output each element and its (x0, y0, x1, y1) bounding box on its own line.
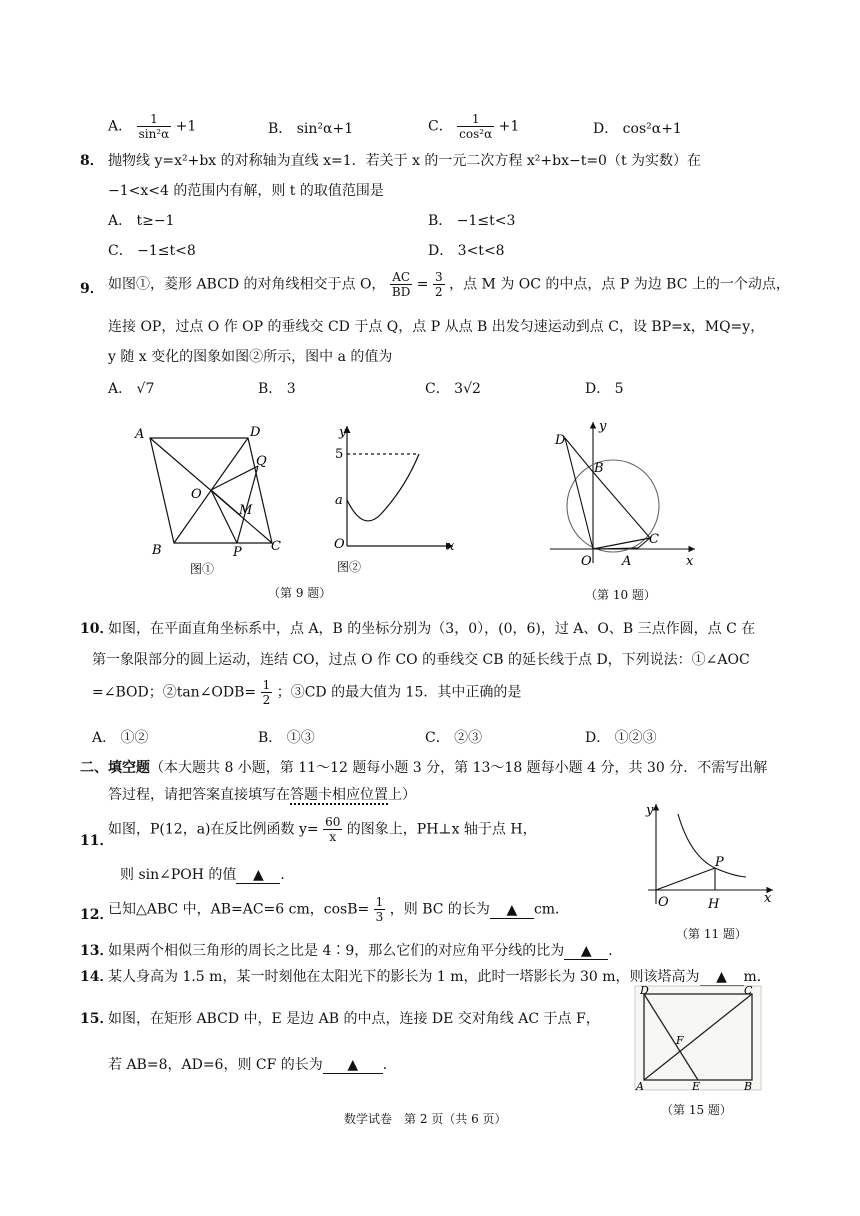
axis-y-label: y (339, 425, 347, 440)
q10-figure-caption: （第 10 题） (585, 588, 656, 602)
q10-text-line1: 如图，在平面直角坐标系中，点 A，B 的坐标分别为（3，0），(0，6)，过 A、O、B 三点作圆，点 C 在 (108, 621, 756, 637)
label-H: H (708, 897, 720, 912)
q9-option-c: C． 3√2 (425, 381, 481, 397)
q10-number: 10． (80, 621, 114, 637)
label-B: B (594, 461, 604, 476)
figure-1-rhombus (125, 420, 295, 580)
axis-x-label: x (447, 539, 455, 554)
q10-option-c: C． ②③ (425, 730, 483, 746)
q11-text-line2: 则 sin∠POH 的值 ▲ ． (120, 867, 295, 883)
q15-text-line1: 如图，在矩形 ABCD 中，E 是边 AB 的中点，连接 DE 交对角线 AC 于点 F， (108, 1011, 600, 1027)
label-C: C (649, 532, 659, 547)
label-P: P (715, 855, 724, 870)
label-P: P (233, 545, 242, 560)
answer-blank: ▲ (323, 1057, 383, 1074)
answer-blank: ▲ (564, 943, 608, 960)
q8-number: 8． (80, 153, 104, 169)
q9-text-line3: y 随 x 变化的图象如图②所示，图中 a 的值为 (108, 349, 393, 365)
q15-figure-caption: （第 15 题） (661, 1103, 732, 1117)
q8-text-line2: −1<x<4 的范围内有解，则 t 的取值范围是 (108, 183, 384, 199)
label-M: M (239, 503, 253, 518)
q10-option-b: B． ①③ (258, 730, 315, 746)
origin-label: O (334, 537, 345, 552)
q10-option-a: A． ①② (92, 730, 149, 746)
label-D: D (250, 425, 261, 440)
label-A: A (622, 554, 632, 569)
q9-option-a: A． √7 (108, 381, 155, 397)
q8-option-b: B． −1≤t<3 (428, 213, 516, 229)
answer-blank: ▲ (700, 969, 744, 986)
section-2-header: 二、填空题（本大题共 8 小题，第 11～12 题每小题 3 分，第 13～18 题每小题 4 分，共 30 分．不需写出解 (80, 760, 768, 776)
q11-text-line1: 如图，P(12，a)在反比例函数 y= $\frac{60}{x}$ 的图象上，PH⊥x 轴于点 H， (108, 815, 537, 844)
label-Q: Q (256, 454, 267, 469)
label-C: C (744, 984, 753, 997)
q7-option-d: D． cos²α+1 (593, 121, 682, 137)
tick-5: 5 (335, 447, 344, 462)
q8-option-d: D． 3<t<8 (428, 243, 505, 259)
label-D: D (555, 433, 566, 448)
q7-option-a: A． $\frac{1}{\text{sin²α}}$ +1 (108, 112, 197, 141)
figure-1-caption: 图① (190, 562, 215, 576)
label-B: B (744, 1080, 753, 1093)
axis-x-label: x (764, 891, 772, 906)
label-D: D (640, 984, 649, 997)
axis-y-label: y (646, 803, 654, 818)
figure-11-hyperbola (628, 800, 778, 912)
page-footer: 数学试卷 第 2 页（共 6 页） (344, 1112, 507, 1126)
section-2-title: 二、填空题 (80, 760, 150, 776)
figure-2-caption: 图② (337, 560, 362, 574)
label-a: a (335, 493, 343, 508)
q9-text-line1: 如图①，菱形 ABCD 的对角线相交于点 O， $\frac{AC}{BD}$ = $\frac{3}{2}$ ，点 M 为 OC 的中点，点 P 为边 BC 上的一个动点， (108, 270, 790, 299)
q9-figure-caption: （第 9 题） (268, 586, 332, 600)
q8-text-line1: 抛物线 y=x²+bx 的对称轴为直线 x=1．若关于 x 的一元二次方程 x²+bx−t=0（t 为实数）在 (108, 153, 702, 169)
q8-option-a: A． t≥−1 (108, 213, 175, 229)
q12-text: 已知△ABC 中，AB=AC=6 cm，cosB= $\frac{1}{3}$ ，则 BC 的长为 ▲ cm． (108, 895, 570, 924)
answer-blank: ▲ (490, 902, 534, 919)
q15-number: 15． (80, 1011, 114, 1027)
q7-option-b: B． sin²α+1 (268, 121, 354, 137)
label-E: E (692, 1080, 701, 1093)
q15-text-line2: 若 AB=8，AD=6，则 CF 的长为 ▲ ． (108, 1057, 397, 1073)
q10-text-line2: 第一象限部分的圆上运动，连结 CO，过点 O 作 CO 的垂线交 CB 的延长线于点 D，下列说法：①∠AOC (92, 652, 750, 668)
q14-number: 14． (80, 969, 114, 985)
q10-option-d: D． ①②③ (585, 730, 657, 746)
origin-label: O (658, 895, 669, 910)
label-B: B (152, 543, 162, 558)
figure-15-rectangle (632, 984, 764, 1094)
axis-y-label: y (599, 419, 607, 434)
q7-option-c: C． $\frac{1}{\text{cos²α}}$ +1 (428, 112, 520, 141)
q9-number: 9． (80, 281, 104, 297)
label-F: F (676, 1034, 684, 1047)
answer-blank: ▲ (236, 867, 280, 884)
figure-2-graph (325, 418, 460, 580)
section-2-instructions: 答过程，请把答案直接填写在答题卡相应位置上） (108, 787, 416, 803)
q10-text-line3: =∠BOD；②tan∠ODB= $\frac{1}{2}$ ；③CD 的最大值为 15．其中正确的是 (92, 678, 522, 707)
q12-number: 12． (80, 907, 114, 923)
q13-text: 如果两个相似三角形的周长之比是 4∶9，那么它们的对应角平分线的比为 ▲ ． (108, 943, 623, 959)
origin-label: O (581, 554, 592, 569)
label-C: C (271, 539, 281, 554)
figure-10-circle (545, 418, 705, 576)
q8-option-c: C． −1≤t<8 (108, 243, 196, 259)
q14-text: 某人身高为 1.5 m，某一时刻他在太阳光下的影长为 1 m，此时一塔影长为 30 m，则该塔高为 ▲ m． (108, 969, 771, 985)
label-A: A (135, 427, 145, 442)
label-O: O (191, 487, 202, 502)
label-A: A (636, 1080, 644, 1093)
q9-option-b: B． 3 (258, 381, 296, 397)
q9-text-line2: 连接 OP，过点 O 作 OP 的垂线交 CD 于点 Q，点 P 从点 B 出发匀速运动到点 C，设 BP=x，MQ=y， (108, 319, 765, 335)
q11-figure-caption: （第 11 题） (676, 927, 747, 941)
axis-x-label: x (686, 554, 694, 569)
q9-option-d: D． 5 (585, 381, 624, 397)
q13-number: 13． (80, 943, 114, 959)
q11-number: 11． (80, 833, 114, 849)
